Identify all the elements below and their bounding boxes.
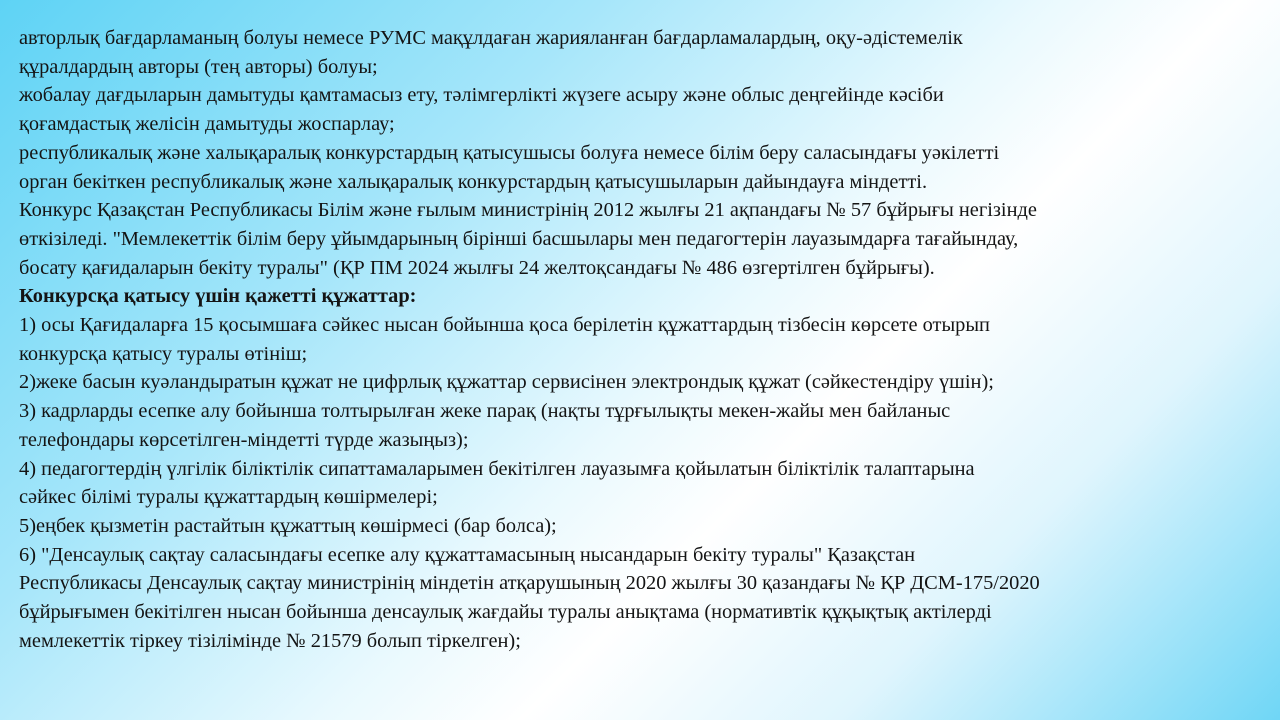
text-line: бұйрығымен бекітілген нысан бойынша денсаулық жағдайы туралы анықтама (нормативтік құқықтық актілерді: [19, 601, 992, 624]
text-line: Конкурс Қазақстан Республикасы Білім және ғылым министрінің 2012 жылғы 21 ақпандағы № 57 бұйрығы негізінде: [19, 199, 1037, 222]
text-line: Республикасы Денсаулық сақтау министрінің міндетін атқарушының 2020 жылғы 30 қазандағы № ҚР ДСМ-175/2020: [19, 572, 1040, 595]
text-line: жобалау дағдыларын дамытуды қамтамасыз ету, тәлімгерлікті жүзеге асыру және облыс деңгейінде кәсіби: [19, 84, 944, 107]
document-text: [19, 24, 1261, 655]
text-line: сәйкес білімі туралы құжаттардың көшірмелері;: [19, 486, 438, 509]
list-item: 1) осы Қағидаларға 15 қосымшаға сәйкес нысан бойынша қоса берілетін құжаттардың тізбесін көрсете отырып: [19, 314, 990, 337]
text-line: орган бекіткен республикалық және халықаралық конкурстардың қатысушыларын дайындауға міндетті.: [19, 170, 928, 193]
section-heading: Конкурсқа қатысу үшін қажетті құжаттар:: [19, 285, 417, 308]
text-line: авторлық бағдарламаның болуы немесе РУМС мақұлдаған жарияланған бағдарламалардың, оқу-әдістемелік: [19, 27, 963, 49]
text-line: конкурсқа қатысу туралы өтініш;: [19, 342, 308, 365]
text-line: қоғамдастық желісін дамытуды жоспарлау;: [19, 113, 395, 136]
text-line: өткізіледі. "Мемлекеттік білім беру ұйымдарының бірінші басшылары мен педагогтерін лауазымдарға тағайындау,: [19, 227, 1019, 250]
list-item: 6) "Денсаулық сақтау саласындағы есепке алу құжаттамасының нысандарын бекіту туралы" Қазақстан: [19, 543, 916, 566]
text-line: телефондары көрсетілген-міндетті түрде жазыңыз);: [19, 428, 469, 451]
list-item: 2)жеке басын куәландыратын құжат не цифрлық құжаттар сервисінен электрондық құжат (сәйкестендіру үшін);: [19, 371, 994, 394]
text-line: босату қағидаларын бекіту туралы" (ҚР ПМ 2024 жылғы 24 желтоқсандағы № 486 өзгертілген бұйрығы).: [19, 256, 935, 279]
list-item: 3) кадрларды есепке алу бойынша толтырылған жеке парақ (нақты тұрғылықты мекен-жайы мен байланыс: [19, 400, 951, 423]
list-item: 5)еңбек қызметін растайтын құжаттың көшірмесі (бар болса);: [19, 514, 557, 537]
text-line: мемлекеттік тіркеу тізілімінде № 21579 болып тіркелген);: [19, 629, 521, 652]
list-item: 4) педагогтердің үлгілік біліктілік сипаттамаларымен бекітілген лауазымға қойылатын біліктілік талаптарына: [19, 457, 975, 480]
text-line: құралдардың авторы (тең авторы) болуы;: [19, 55, 378, 78]
text-line: республикалық және халықаралық конкурстардың қатысушысы болуға немесе білім беру саласындағы уәкілетті: [19, 141, 1000, 164]
